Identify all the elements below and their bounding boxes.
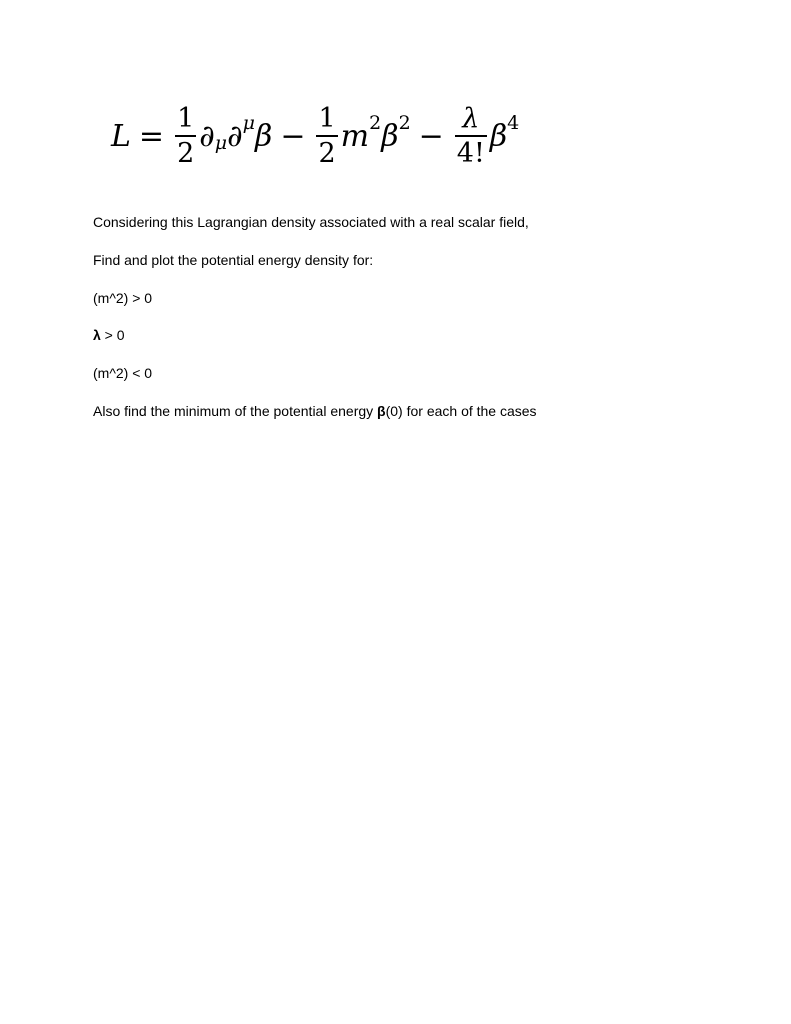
beta-symbol: β (377, 403, 386, 419)
eq-frac2-num: 1 (318, 103, 336, 134)
eq-beta-2: β (381, 118, 399, 154)
intro-text: Considering this Lagrangian density associated with a real scalar field, (93, 214, 529, 230)
eq-equals: = (138, 118, 165, 154)
eq-fraction-half-1 (175, 105, 196, 167)
task-text: Find and plot the potential energy density for: (93, 252, 374, 268)
lambda-symbol: λ (93, 327, 101, 343)
eq-m: m (340, 118, 370, 154)
eq-frac2-bar (316, 135, 337, 137)
eq-frac3-bar (455, 135, 487, 137)
eq-frac1-den: 2 (177, 138, 195, 169)
lagrangian-equation (111, 100, 519, 172)
eq-frac1-num: 1 (177, 103, 195, 134)
eq-frac3-den: 4! (456, 138, 485, 169)
eq-m-exponent: 2 (369, 112, 382, 134)
eq-beta3-exponent: 4 (507, 112, 520, 134)
case-m2-positive: (m^2) > 0 (93, 290, 153, 306)
eq-sub-mu: μ (214, 132, 228, 154)
eq-fraction-half-2 (316, 105, 337, 167)
eq-frac1-bar (175, 135, 196, 137)
eq-minus-1: − (280, 118, 306, 154)
eq-frac3-num: λ (462, 103, 480, 134)
eq-beta-1: β (255, 118, 273, 154)
eq-minus-2: − (418, 118, 444, 154)
case-lambda-positive (93, 326, 125, 344)
final-suffix: (0) for each of the cases (385, 403, 537, 419)
final-prefix: Also find the minimum of the potential energy (93, 403, 378, 419)
case-m2-negative: (m^2) < 0 (93, 365, 153, 381)
eq-lhs: L (111, 118, 131, 154)
eq-beta2-exponent: 2 (398, 112, 411, 134)
eq-partial-2: ∂ (227, 118, 243, 154)
eq-frac2-den: 2 (318, 138, 336, 169)
lambda-condition: > 0 (100, 327, 125, 343)
eq-beta-3: β (489, 118, 508, 154)
eq-fraction-lambda (455, 105, 487, 167)
eq-partial-1: ∂ (199, 118, 215, 154)
eq-sup-mu: μ (242, 112, 255, 134)
final-question (93, 402, 537, 420)
